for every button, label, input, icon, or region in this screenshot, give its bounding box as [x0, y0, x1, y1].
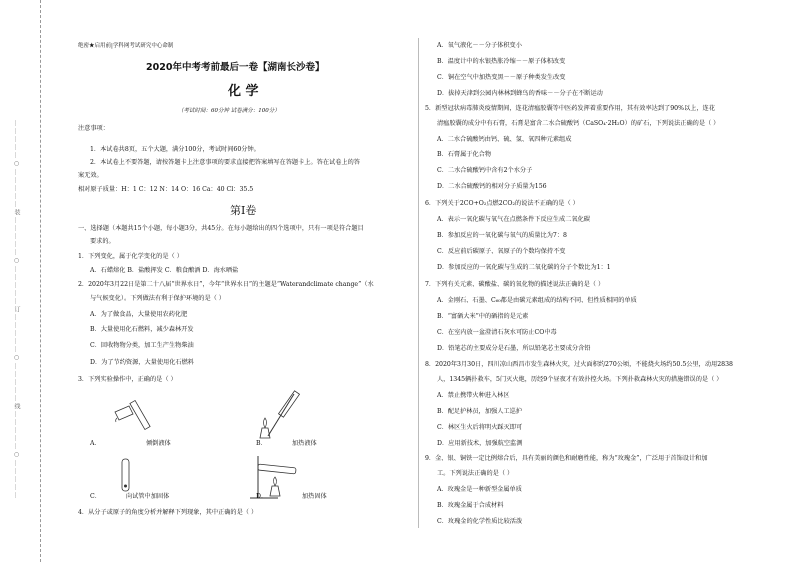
option-line: C．二水合硫酸钙中含有2个水分子: [437, 167, 533, 174]
question-5: 5．新型冠状病毒肺炎疫情期间，连花清瘟胶囊等中医药发挥着重要作用，其有效率达到了90%以上，连花: [425, 105, 715, 112]
figure-a-caption: 倾倒液体: [146, 440, 171, 447]
figure-b-letter: B．: [256, 440, 267, 447]
option-line: D．拔掉天津到公园内林林到蜂鸟的香味－－分子在不断运动: [437, 90, 603, 97]
option-line: B．“富硒大米”中的硒指的是元素: [437, 313, 529, 320]
option-line: D．二水合硫酸钙的相对分子质量为156: [437, 183, 547, 190]
option-line: B．参加反应的一氧化碳与氧气的质量比为7：8: [437, 232, 567, 239]
option-line: A．金刚石、石墨、C₆₀都是由碳元素组成的结构不同、但性质相同的单质: [437, 297, 637, 304]
option-line: D．应用新技术，加强航空监测: [437, 440, 523, 447]
note-line: 案无效。: [78, 172, 103, 179]
option-line: A．为了做食品，大量使用农药化肥: [90, 311, 188, 318]
question-3: 3．下列实验操作中，正确的是（ ）: [78, 376, 177, 383]
figure-d-caption: 加热固体: [302, 493, 327, 500]
pouring-liquid-figure: [103, 392, 163, 440]
figure-b-caption: 加热液体: [292, 440, 317, 447]
header-confidential: 绝密★启用前|学科网考试研究中心命制: [78, 43, 174, 49]
question-4: 4．从分子或原子的角度分析并解释下列现象，其中正确的是（ ）: [78, 509, 258, 516]
option-line: A．氧气液化－－分子体积变小: [437, 42, 522, 49]
option-line: C．反应前后碳原子、氧原子的个数均保持不变: [437, 248, 566, 255]
question-2: 2．2020年3月22日是第二十八届“世界水日”，今年“世界水日”的主题是“Waterandclimate change”（水: [78, 281, 374, 288]
notes-title: 注意事项：: [78, 125, 109, 132]
question-9: 工。下列说法正确的是（ ）: [437, 470, 514, 477]
option-line: A．玫瑰金是一种新型金属单质: [437, 486, 522, 493]
question-8: 人，1345辆扑救车，5门灭火炮，历经9个昼夜才有效扑控火场。下列扑救森林火灾的措施错误的是（ ）: [437, 376, 723, 383]
question-8: 8．2020年3月30日，四川凉山西昌市发生森林火灾，过火面积约270公顷，不能烧火场约50.5公里，动用2838: [425, 361, 733, 368]
option-line: C．林区生火后将明火踩灭即可: [437, 424, 523, 431]
option-line: C．铜在空气中加热变黑－－原子种类发生改变: [437, 74, 566, 81]
note-line: 1．本试卷共8页，五个大题，满分100分，考试时间60分钟。: [90, 146, 260, 153]
question-1-options: A．石蜡熔化 B．盐酸挥发 C．粮食酿酒 D．海水晒盐: [90, 267, 239, 274]
adding-solid-figure: [108, 455, 148, 495]
section-intro: 要求的。: [90, 238, 115, 245]
question-6: 6．下列关于2CO+O₂点燃2CO₂的说法不正确的是（ ）: [425, 200, 579, 207]
option-line: A．表示一氧化碳与氧气在点燃条件下反应生成二氧化碳: [437, 216, 590, 223]
question-2: 与气候变化）。下列做法有利于保护环境的是（ ）: [90, 295, 225, 302]
option-line: B．大量使用化石燃料，减少森林开发: [90, 326, 194, 333]
option-line: B．温度计中的水银热胀冷缩－－原子体积改变: [437, 58, 566, 65]
option-line: A．二水合硫酸钙由钙、硫、氢、氧四种元素组成: [437, 136, 572, 143]
option-line: C．回收物物分类，加工生产生物柴油: [90, 342, 194, 349]
option-line: B．玫瑰金属于合成材料: [437, 502, 504, 509]
option-line: D．铅笔芯的主要成分是石墨，所以铅笔芯主要成分含铅: [437, 345, 591, 352]
question-5: 清瘟胶囊的成分中有石膏，石膏是富含二水合硫酸钙（CaSO₄·2H₂O）的矿石，下列说法正确的是（ ）: [437, 120, 720, 127]
figure-c-letter: C．: [90, 493, 101, 500]
option-line: B．石膏属于化合物: [437, 151, 492, 158]
binding-margin: [0, 0, 41, 562]
volume-title: 第Ⅰ卷: [230, 204, 257, 217]
question-1: 1．下列变化，属于化学变化的是（ ）: [78, 253, 183, 260]
option-line: D．为了节约资源，大量使用化石燃料: [90, 359, 194, 366]
figure-c-caption: 向试管中加固体: [126, 493, 170, 500]
option-line: B．配足护林员，加强人工巡护: [437, 408, 522, 415]
time-info: （考试时间：60分钟 试卷满分：100分）: [178, 108, 280, 114]
question-9: 9．金、银、铜铁一定比例熔合后，具有美丽的颜色和耐磨性能，称为“玫瑰金”，广泛用于首饰设计和加: [425, 455, 708, 462]
option-line: C．在室内放一盆澄清石灰水可防止CO中毒: [437, 329, 557, 336]
note-line: 2．本试卷上不要答题，请按答题卡上注意事项的要求直接把答案填写在答题卡上。答在试卷上的答: [90, 159, 360, 166]
question-7: 7．下列有关元素、碳酸盐、碳的氧化物的描述说法正确的是（ ）: [425, 281, 605, 288]
option-line: C．玫瑰金的化学性质比较活泼: [437, 518, 523, 525]
section-intro: 一、选择题（本题共15个小题，每小题3分，共45分。在每小题给出的四个选项中，只有一项是符合题目: [78, 225, 364, 232]
exam-title: 2020年中考考前最后一卷【湖南长沙卷】: [146, 62, 325, 73]
binding-margin-dashes: ……………○……………装……………○……………订……………○……………线……………○……………: [13, 120, 20, 500]
option-line: D．参加反应的一氧化碳与生成的二氧化碳的分子个数比为1：1: [437, 264, 611, 271]
figure-d-letter: D．: [256, 493, 268, 500]
figure-a-letter: A．: [90, 440, 101, 447]
subject-title: 化 学: [228, 84, 259, 99]
heating-liquid-figure: [248, 386, 318, 446]
column-divider: [418, 38, 419, 528]
option-line: A．禁止携带火种进入林区: [437, 392, 510, 399]
atomic-mass-line: 相对原子质量：H：1 C：12 N：14 O：16 Ca：40 Cl：35.5: [78, 186, 254, 193]
